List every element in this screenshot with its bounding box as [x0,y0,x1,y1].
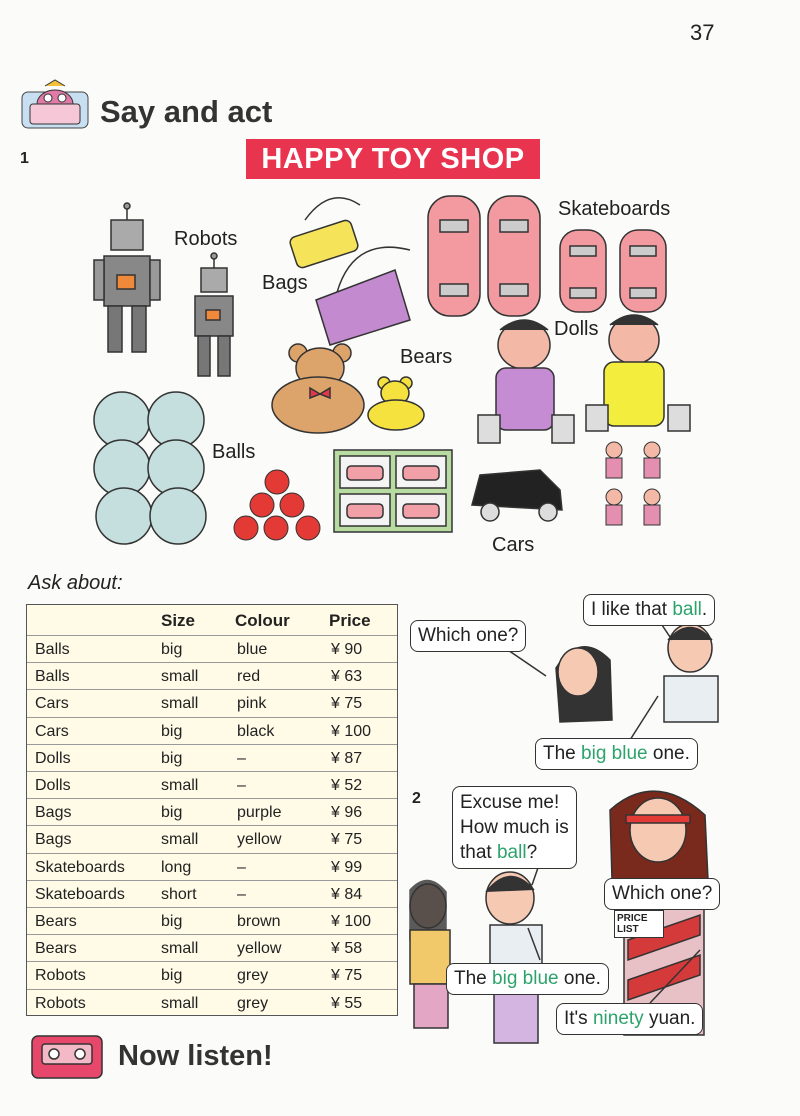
robot-big-icon [94,203,160,352]
now-listen-heading: Now listen! [118,1040,273,1072]
table-row [27,635,397,663]
size-cell: small [161,994,199,1012]
toy-cell: Bags [35,831,72,849]
bubble-which-one: Which one? [410,620,526,652]
robot-small-icon [195,253,233,376]
label-cars: Cars [492,534,535,556]
table-row [27,934,397,962]
bubble-which-one-2: Which one? [604,878,720,910]
bubble-the-big-blue-one [535,738,698,770]
price-table [26,604,398,1016]
label-bears: Bears [400,346,453,368]
toy-cell: Dolls [35,749,71,767]
bubble-text: one. [647,743,690,764]
table-row [27,853,397,881]
price-cell: ¥ 99 [331,858,363,876]
girl-2-figure [410,880,450,1028]
car-small-icons [334,450,452,532]
girl-1-figure [556,647,612,722]
toy-cell: Cars [35,722,69,740]
cassette-icon [32,1036,102,1078]
table-row [27,771,397,799]
bubble-i-like-that-ball [583,594,715,626]
bubble-highlight: ninety [592,1008,644,1029]
size-cell: big [161,804,183,822]
colour-cell: – [237,858,246,876]
bag-small-icon [289,198,360,269]
colour-cell: grey [237,994,269,1012]
price-cell: ¥ 100 [331,722,372,740]
colour-cell: purple [237,804,282,822]
toy-cell: Balls [35,641,70,658]
price-cell: ¥ 58 [331,940,363,958]
bubble-text: one. [558,968,601,989]
bubble-text: The [454,968,493,989]
size-cell: big [161,967,183,985]
price-cell: ¥ 75 [331,695,363,713]
table-row [27,717,397,745]
colour-cell: brown [237,913,281,930]
bubble-text: . [701,599,708,620]
table-row [27,662,397,690]
boy-2-figure [486,872,542,1043]
part-2-number: 2 [412,790,421,807]
toy-cell: Skateboards [35,885,125,903]
colour-cell: – [237,885,246,903]
price-cell: ¥ 55 [331,994,363,1012]
price-cell: ¥ 87 [331,749,363,767]
label-bags: Bags [262,272,308,294]
price-cell: ¥ 90 [331,641,363,658]
bag-big-icon [316,247,410,345]
doll-small-icon [586,315,690,431]
header-price: Price [329,611,371,630]
shop-banner: HAPPY TOY SHOP [246,139,540,179]
colour-cell: pink [237,695,267,713]
bubble-text: that [460,842,497,863]
page-number: 37 [690,20,715,45]
toy-cell: Cars [35,695,69,713]
price-cell: ¥ 52 [331,777,363,794]
table-row [27,989,397,1017]
size-cell: big [161,722,183,740]
bubble-line: Excuse me! [460,792,560,813]
size-cell: small [161,940,199,958]
header-size: Size [161,611,196,630]
label-robots: Robots [174,228,238,250]
table-row [27,907,397,935]
colour-cell: – [237,777,246,794]
colour-cell: blue [237,641,268,658]
bubble-ninety-yuan [556,1003,703,1035]
doll-mini-icons [606,442,660,525]
header-colour: Colour [235,611,290,630]
toy-cell: Bags [35,804,72,822]
colour-cell: grey [237,967,269,985]
size-cell: short [161,885,197,903]
price-cell: ¥ 75 [331,967,363,985]
toy-cell: Robots [35,994,86,1012]
size-cell: big [161,641,183,658]
size-cell: small [161,831,199,849]
price-cell: ¥ 63 [331,668,363,686]
bubble-line: How much is [460,817,569,838]
bear-small-icon [368,377,424,430]
label-dolls: Dolls [554,318,599,340]
price-cell: ¥ 100 [331,913,372,930]
bubble-line [460,840,569,865]
colour-cell: – [237,749,246,767]
size-cell: small [161,777,199,794]
boy-1-figure [664,624,718,722]
table-row [27,798,397,826]
colour-cell: red [237,668,261,686]
size-cell: long [161,858,192,876]
toy-cell: Bears [35,940,77,958]
price-cell: ¥ 84 [331,885,363,903]
colour-cell: yellow [237,940,282,958]
label-skateboards: Skateboards [558,198,671,220]
size-cell: small [161,695,199,713]
bubble-text: It's [564,1008,593,1029]
toy-cell: Bears [35,913,77,930]
colour-cell: black [237,722,275,740]
owl-book-icon [22,80,88,128]
table-row [27,961,397,989]
bubble-highlight: big blue [492,968,559,989]
bubble-text: I like that [591,599,673,620]
table-row [27,880,397,908]
bubble-text: yuan. [643,1008,696,1029]
bubble-highlight: ball [672,599,702,620]
size-cell: big [161,913,183,930]
toy-cell: Balls [35,668,70,686]
bubble-the-big-blue-one-2 [446,963,609,995]
price-cell: ¥ 96 [331,804,363,822]
ball-big-icons [94,392,206,544]
bubble-highlight: ball [496,842,527,863]
size-cell: small [161,668,199,686]
size-cell: big [161,749,183,767]
toy-cell: Skateboards [35,858,125,876]
ball-small-icons [234,470,320,540]
table-row [27,744,397,772]
car-big-icon [472,470,562,521]
part-1-number: 1 [20,150,29,167]
section-title: Say and act [100,94,273,129]
price-list-sign: PRICE LIST [614,910,664,938]
price-cell: ¥ 75 [331,831,363,849]
bubble-excuse-me [452,786,577,869]
colour-cell: yellow [237,831,282,849]
bubble-text: The [543,743,582,764]
toy-cell: Robots [35,967,86,985]
toy-cell: Dolls [35,777,71,794]
bear-big-icon [272,344,364,433]
table-row [27,689,397,717]
bubble-text: ? [526,842,538,863]
label-balls: Balls [212,441,256,463]
bubble-highlight: big blue [581,743,648,764]
ask-about-heading: Ask about: [28,572,123,594]
table-row [27,825,397,853]
